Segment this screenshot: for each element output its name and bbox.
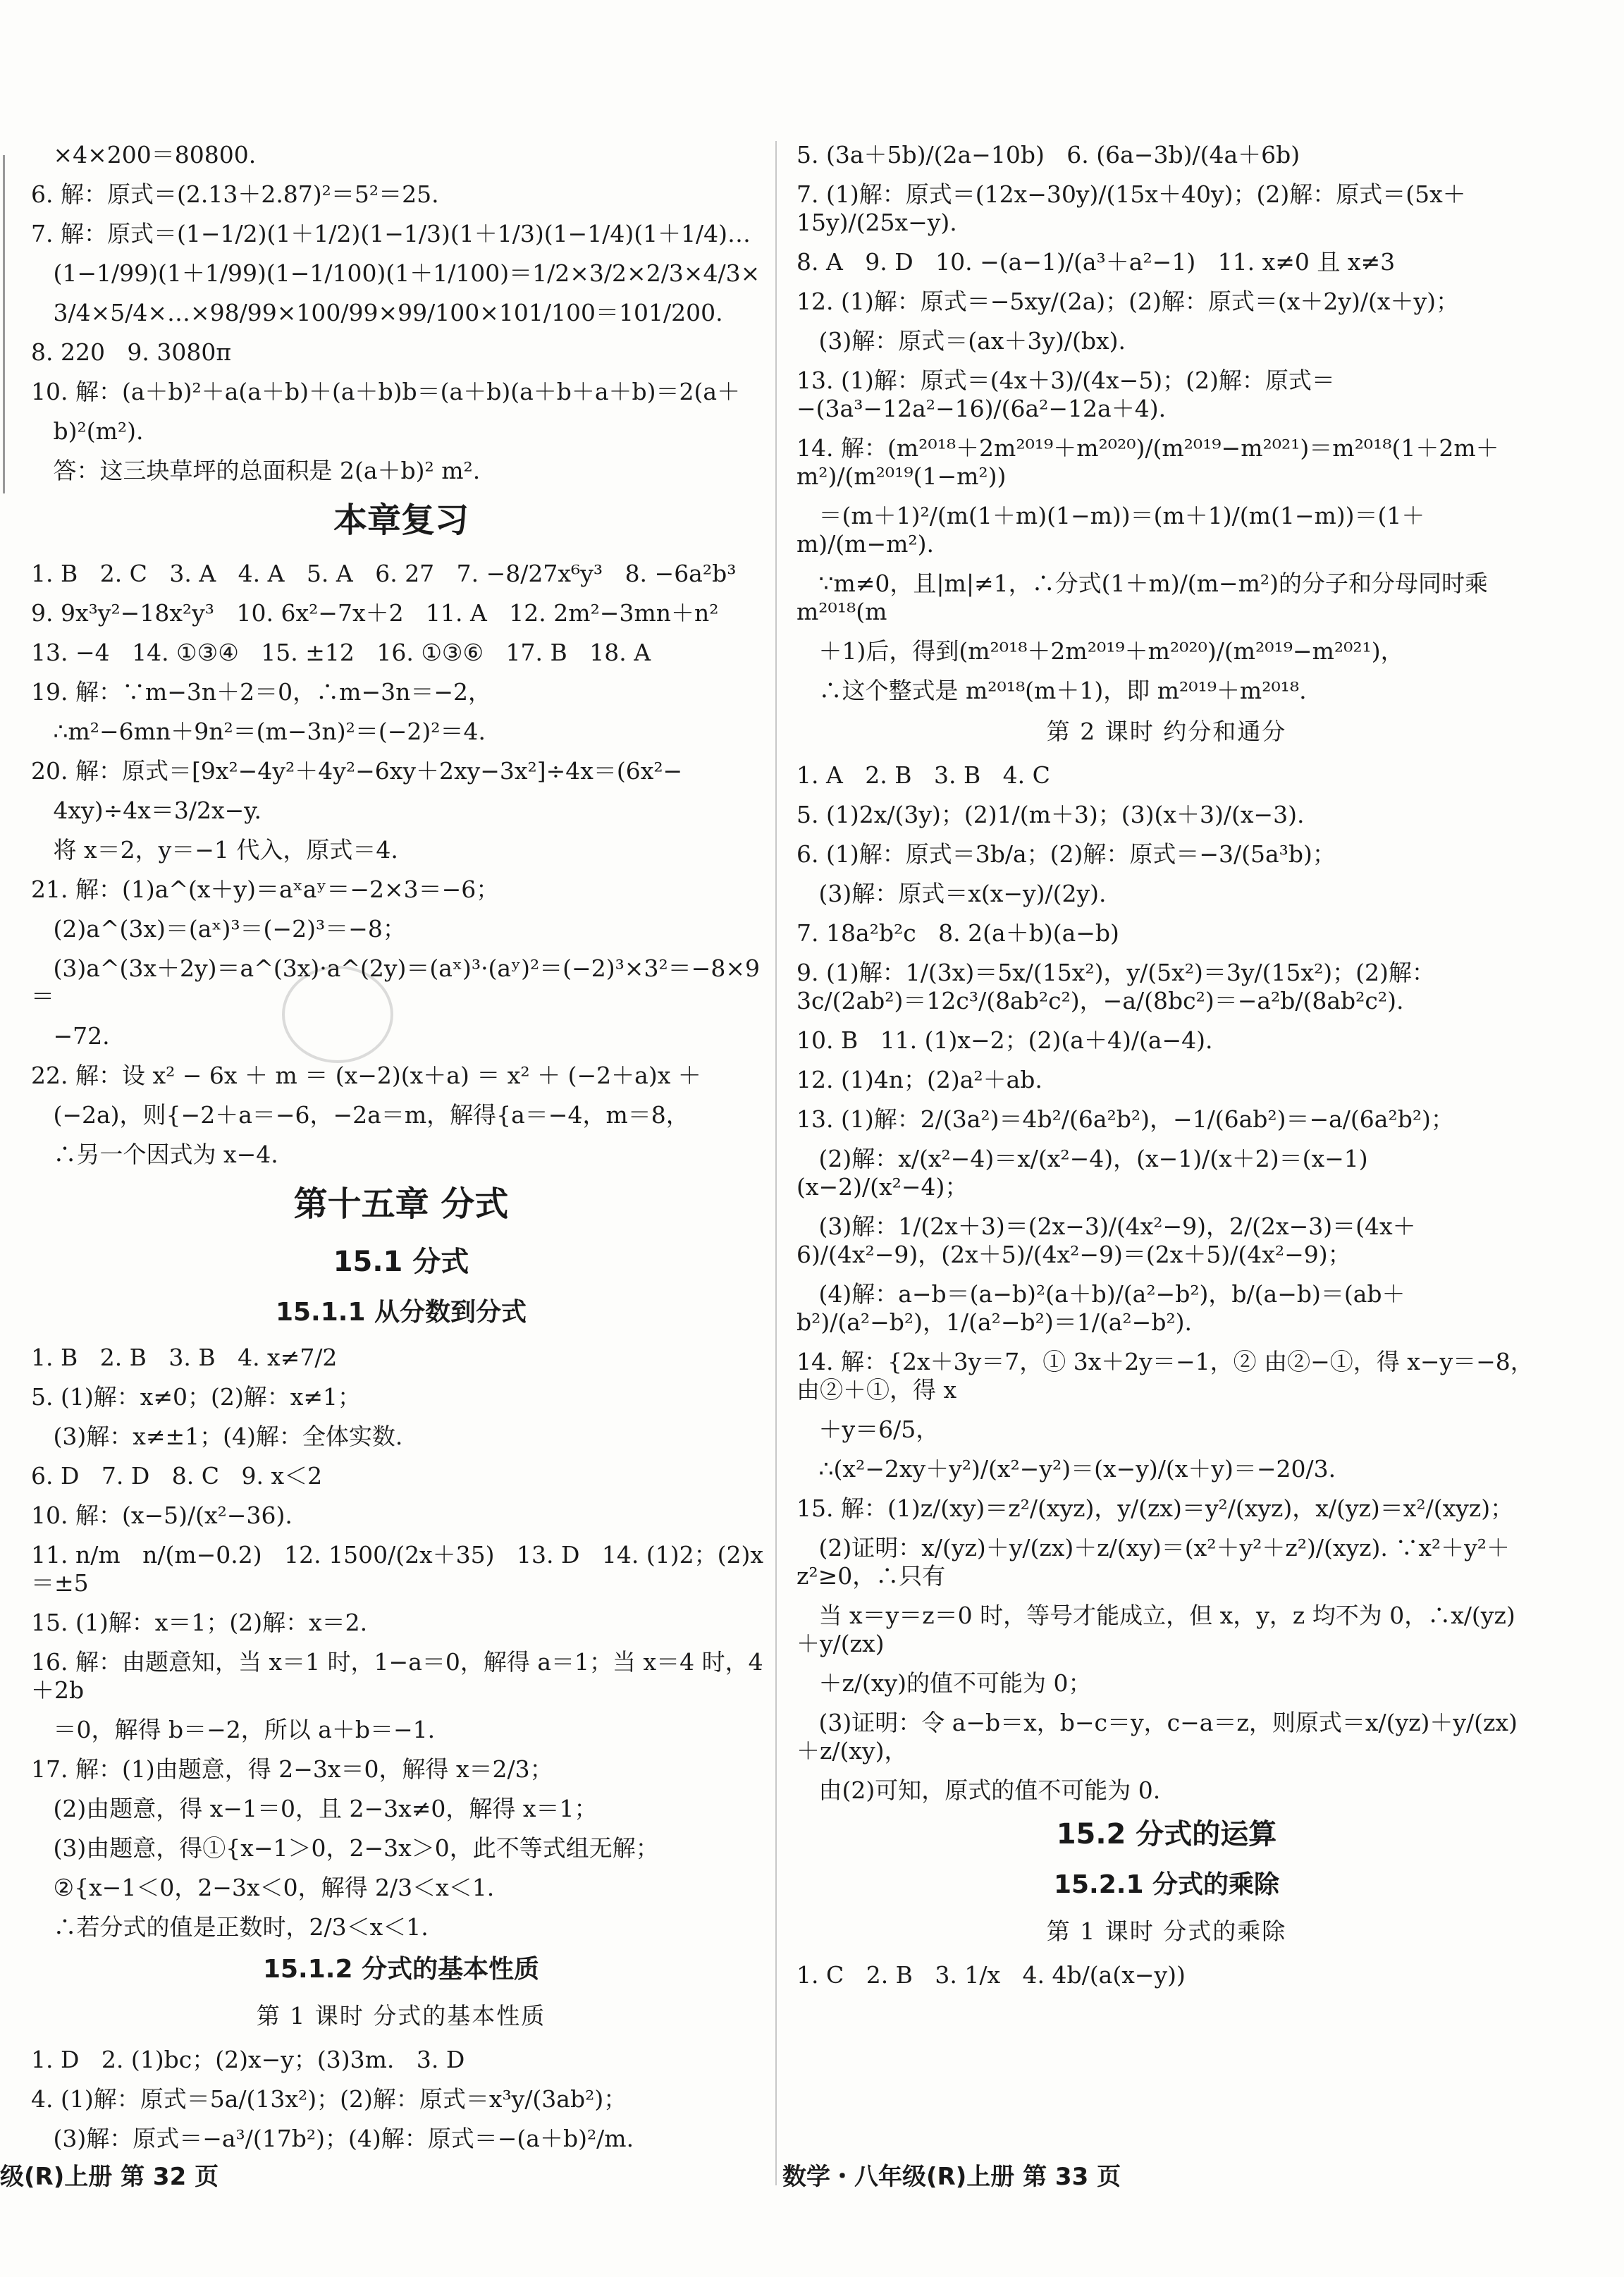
right-column xyxy=(796,141,1537,2001)
answer-line: 当 x＝y＝z＝0 时，等号才能成立，但 x，y，z 均不为 0，∴x/(yz)＋y/(zx) xyxy=(796,1602,1515,1657)
answer-line: 8. A 9. D 10. −(a−1)/(a³＋a²−1) 11. x≠0 且 x≠3 xyxy=(796,248,1396,276)
lesson-heading: 第 1 课时 分式的乘除 xyxy=(1046,1917,1287,1945)
answer-line: 21. 解：(1)a^(x＋y)＝aˣaʸ＝−2×3＝−6； xyxy=(31,876,500,903)
answer-line: (3)解：原式＝(ax＋3y)/(bx). xyxy=(796,327,1126,355)
answer-line: (2)由题意，得 x−1＝0，且 2−3x≠0，解得 x＝1； xyxy=(31,1795,598,1822)
answer-line: ＋y＝6/5， xyxy=(796,1416,940,1443)
lesson-heading: 第 1 课时 分式的基本性质 xyxy=(256,2002,546,2030)
answer-line: 14. 解：(m²⁰¹⁸＋2m²⁰¹⁹＋m²⁰²⁰)/(m²⁰¹⁹−m²⁰²¹)＝m²⁰¹⁸(1＋2m＋m²)/(m²⁰¹⁹(1−m²)) xyxy=(796,434,1499,490)
answer-line: 6. D 7. D 8. C 9. x＜2 xyxy=(31,1462,323,1490)
subsection-heading: 15.1.2 分式的基本性质 xyxy=(262,1955,540,1984)
answer-line: 12. (1)解：原式＝−5xy/(2a)；(2)解：原式＝(x＋2y)/(x＋y)； xyxy=(796,288,1460,315)
answer-line: 7. (1)解：原式＝(12x−30y)/(15x＋40y)；(2)解：原式＝(5x＋15y)/(25x−y). xyxy=(796,180,1466,236)
answer-line: 1. B 2. B 3. B 4. x≠7/2 xyxy=(31,1344,338,1371)
answer-line: ②{x−1＜0，2−3x＜0，解得 2/3＜x＜1. xyxy=(31,1874,495,1901)
footer-left: 级(R)上册 第 32 页 xyxy=(0,2163,219,2191)
answer-line: (4)解：a−b＝(a−b)²(a＋b)/(a²−b²)，b/(a−b)＝(ab＋b²)/(a²−b²)，1/(a²−b²)＝1/(a²−b²). xyxy=(796,1280,1405,1336)
page-edge-mark xyxy=(3,155,5,493)
answer-line: ×4×200＝80800. xyxy=(31,141,257,168)
answer-line: 7. 18a²b²c 8. 2(a＋b)(a−b) xyxy=(796,919,1119,947)
answer-line: 15. 解：(1)z/(xy)＝z²/(xyz)，y/(zx)＝y²/(xyz)，x/(yz)＝x²/(xyz)； xyxy=(796,1495,1514,1522)
answer-line: 20. 解：原式＝[9x²−4y²＋4y²−6xy＋2xy−3x²]÷4x＝(6x²− xyxy=(31,757,683,785)
answer-line: ∴(x²−2xy＋y²)/(x²−y²)＝(x−y)/(x＋y)＝−20/3. xyxy=(796,1455,1336,1483)
answer-line: 17. 解：(1)由题意，得 2−3x＝0，解得 x＝2/3； xyxy=(31,1755,553,1783)
section-heading: 15.2 分式的运算 xyxy=(1056,1818,1277,1851)
answer-line: 10. 解：(a＋b)²＋a(a＋b)＋(a＋b)b＝(a＋b)(a＋b＋a＋b)＝2(a＋ xyxy=(31,378,741,405)
answer-line: 13. −4 14. ①③④ 15. ±12 16. ①③⑥ 17. B 18. A xyxy=(31,639,651,666)
answer-line: (2)a^(3x)＝(aˣ)³＝(−2)³＝−8； xyxy=(31,915,406,943)
section-heading: 15.1 分式 xyxy=(333,1246,469,1278)
answer-line: (3)解：原式＝x(x−y)/(2y). xyxy=(796,880,1107,907)
answer-line: 5. (3a＋5b)/(2a−10b) 6. (6a−3b)/(4a＋6b) xyxy=(796,141,1300,168)
answer-line: 1. D 2. (1)bc；(2)x−y；(3)3m. 3. D xyxy=(31,2046,465,2073)
column-divider xyxy=(775,141,777,2185)
answer-line: 1. A 2. B 3. B 4. C xyxy=(796,761,1050,789)
answer-line: ∴这个整式是 m²⁰¹⁸(m＋1)，即 m²⁰¹⁹＋m²⁰¹⁸. xyxy=(796,677,1307,704)
answer-line: (2)解：x/(x²−4)＝x/(x²−4)，(x−1)/(x＋2)＝(x−1)(x−2)/(x²−4)； xyxy=(796,1145,1368,1201)
answer-line: 12. (1)4n；(2)a²＋ab. xyxy=(796,1066,1042,1093)
answer-line: 6. (1)解：原式＝3b/a；(2)解：原式＝−3/(5a³b)； xyxy=(796,840,1336,868)
answer-line: ∴若分式的值是正数时，2/3＜x＜1. xyxy=(31,1913,429,1941)
answer-line: 8. 220 9. 3080π xyxy=(31,338,232,366)
answer-line: 由(2)可知，原式的值不可能为 0. xyxy=(796,1776,1161,1804)
answer-line: (3)解：1/(2x＋3)＝(2x−3)/(4x²−9)，2/(2x−3)＝(4x＋6)/(4x²−9)，(2x＋5)/(4x²−9)＝(2x＋5)/(4x²−9)； xyxy=(796,1213,1416,1268)
answer-line: (3)解：x≠±1；(4)解：全体实数. xyxy=(31,1423,403,1450)
answer-line: 答：这三块草坪的总面积是 2(a＋b)² m². xyxy=(31,457,481,484)
answer-line: (3)a^(3x＋2y)＝a^(3x)·a^(2y)＝(aˣ)³·(aʸ)²＝(−2)³×3²＝−8×9＝ xyxy=(31,955,760,1010)
answer-line: 10. 解：(x−5)/(x²−36). xyxy=(31,1502,293,1529)
answer-line: 9. (1)解：1/(3x)＝5x/(15x²)，y/(5x²)＝3y/(15x²)；(2)解：3c/(2ab²)＝12c³/(8ab²c²)，−a/(8bc²)＝−a²b/(8ab²c²). xyxy=(796,959,1435,1014)
answer-line: (2)证明：x/(yz)＋y/(zx)＋z/(xy)＝(x²＋y²＋z²)/(xyz). ∵x²＋y²＋z²≥0，∴只有 xyxy=(796,1534,1511,1590)
answer-line: 5. (1)2x/(3y)；(2)1/(m＋3)；(3)(x＋3)/(x−3). xyxy=(796,801,1305,828)
lesson-heading: 第 2 课时 约分和通分 xyxy=(1046,718,1287,745)
answer-line: (3)由题意，得①{x−1＞0，2−3x＞0，此不等式组无解； xyxy=(31,1834,659,1862)
answer-line: (−2a)，则{−2＋a＝−6，−2a＝m，解得{a＝−4，m＝8， xyxy=(31,1101,689,1129)
answer-line: 9. 9x³y²−18x²y³ 10. 6x²−7x＋2 11. A 12. 2m²−3mn＋n² xyxy=(31,599,719,627)
answer-line: 22. 解：设 x² − 6x ＋ m ＝ (x−2)(x＋a) ＝ x² ＋ (−2＋a)x ＋ xyxy=(31,1062,701,1089)
answer-line: 13. (1)解：原式＝(4x＋3)/(4x−5)；(2)解：原式＝−(3a³−12a²−16)/(6a²−12a＋4). xyxy=(796,367,1335,422)
answer-line: 将 x＝2，y＝−1 代入，原式＝4. xyxy=(31,836,398,864)
answer-line: −72. xyxy=(31,1022,110,1050)
answer-line: ∵m≠0，且|m|≠1，∴分式(1＋m)/(m−m²)的分子和分母同时乘 m²⁰¹⁸(m xyxy=(796,570,1496,625)
answer-line: 6. 解：原式＝(2.13＋2.87)²＝5²＝25. xyxy=(31,180,439,208)
subsection-heading: 15.1.1 从分数到分式 xyxy=(275,1298,527,1327)
answer-line: ＋1)后，得到(m²⁰¹⁸＋2m²⁰¹⁹＋m²⁰²⁰)/(m²⁰¹⁹−m²⁰²¹)， xyxy=(796,637,1404,665)
answer-line: 1. B 2. C 3. A 4. A 5. A 6. 27 7. −8/27x⁶y³ 8. −6a²b³ xyxy=(31,560,737,587)
answer-line: 5. (1)解：x≠0；(2)解：x≠1； xyxy=(31,1383,361,1411)
answer-line: 7. 解：原式＝(1−1/2)(1＋1/2)(1−1/3)(1＋1/3)(1−1/4)(1＋1/4)… xyxy=(31,220,751,247)
answer-line: (1−1/99)(1＋1/99)(1−1/100)(1＋1/100)＝1/2×3/2×2/3×4/3× xyxy=(31,259,761,287)
answer-line: ＝0，解得 b＝−2，所以 a＋b＝−1. xyxy=(31,1716,436,1743)
answer-line: ＝(m＋1)²/(m(1＋m)(1−m))＝(m＋1)/(m(1−m))＝(1＋m)/(m−m²). xyxy=(796,502,1425,558)
answer-line: 14. 解：{2x＋3y＝7，① 3x＋2y＝−1，② 由②−①，得 x−y＝−8，由②＋①，得 x xyxy=(796,1348,1534,1404)
answer-line: 13. (1)解：2/(3a²)＝4b²/(6a²b²)，−1/(6ab²)＝−a/(6a²b²)； xyxy=(796,1105,1454,1133)
left-column xyxy=(31,141,771,2164)
chapter-heading: 第十五章 分式 xyxy=(293,1184,509,1224)
answer-line: 3/4×5/4×…×98/99×100/99×99/100×101/100＝101/200. xyxy=(31,299,723,326)
answer-line: 11. n/m n/(m−0.2) 12. 1500/(2x＋35) 13. D 14. (1)2；(2)x＝±5 xyxy=(31,1541,763,1597)
subsection-heading: 15.2.1 分式的乘除 xyxy=(1053,1870,1280,1899)
answer-line: 15. (1)解：x＝1；(2)解：x＝2. xyxy=(31,1609,368,1636)
answer-line: 10. B 11. (1)x−2；(2)(a＋4)/(a−4). xyxy=(796,1026,1213,1054)
answer-line: ∴另一个因式为 x−4. xyxy=(31,1141,278,1168)
answer-line: (3)解：原式＝−a³/(17b²)；(4)解：原式＝−(a＋b)²/m. xyxy=(31,2125,634,2152)
answer-line: 19. 解：∵m−3n＋2＝0，∴m−3n＝−2， xyxy=(31,678,491,706)
answer-line: (3)证明：令 a−b＝x，b−c＝y，c−a＝z，则原式＝x/(yz)＋y/(zx)＋z/(xy)， xyxy=(796,1709,1518,1764)
answer-line: ＋z/(xy)的值不可能为 0； xyxy=(796,1669,1092,1697)
answer-line: 1. C 2. B 3. 1/x 4. 4b/(a(x−y)) xyxy=(796,1961,1186,1989)
answer-line: 4. (1)解：原式＝5a/(13x²)；(2)解：原式＝x³y/(3ab²)； xyxy=(31,2085,627,2113)
footer-right: 数学・八年级(R)上册 第 33 页 xyxy=(782,2163,1121,2191)
answer-line: 16. 解：由题意知，当 x＝1 时，1−a＝0，解得 a＝1；当 x＝4 时，4＋2b xyxy=(31,1648,763,1704)
answer-line: b)²(m²). xyxy=(31,417,144,445)
answer-line: 4xy)÷4x＝3/2x−y. xyxy=(31,797,262,824)
answer-line: ∴m²−6mn＋9n²＝(m−3n)²＝(−2)²＝4. xyxy=(31,718,486,745)
chapter-heading: 本章复习 xyxy=(333,501,469,540)
